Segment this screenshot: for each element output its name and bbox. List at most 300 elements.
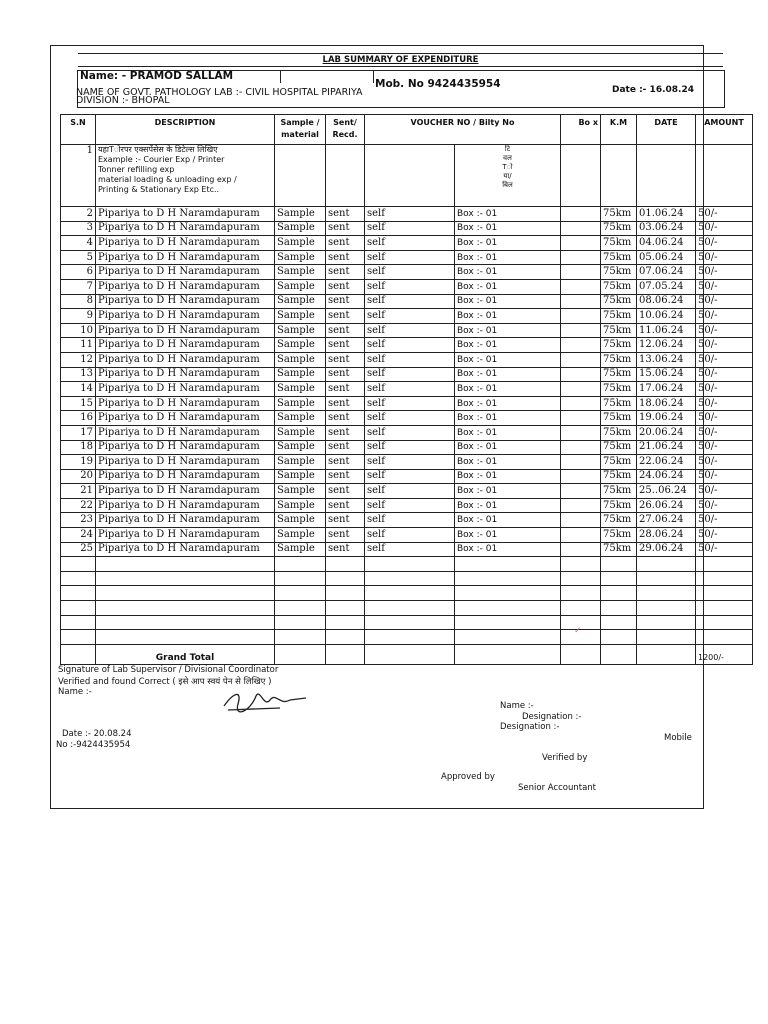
row-voucher: self	[365, 250, 455, 265]
row-sample: Sample	[275, 469, 326, 484]
row-extra	[561, 411, 601, 426]
row-box: Box :- 01	[455, 411, 561, 426]
row-description: Pipariya to D H Naramdapuram	[96, 411, 275, 426]
empty-cell	[365, 601, 455, 616]
empty-cell	[696, 557, 753, 572]
row-extra	[561, 265, 601, 280]
empty-row	[61, 615, 753, 630]
row-sample: Sample	[275, 265, 326, 280]
row-extra	[561, 513, 601, 528]
verified-by-label: Verified by	[542, 753, 588, 763]
row-voucher: self	[365, 309, 455, 324]
row-description: Pipariya to D H Naramdapuram	[96, 440, 275, 455]
row-extra	[561, 440, 601, 455]
row-description: Pipariya to D H Naramdapuram	[96, 425, 275, 440]
empty-cell	[637, 615, 696, 630]
row-extra	[561, 338, 601, 353]
row-amount: 50/-	[696, 528, 753, 543]
row-date: 05.06.24	[637, 250, 696, 265]
row-box: Box :- 01	[455, 323, 561, 338]
description-line: Tonner refilling exp	[98, 165, 175, 174]
row-voucher: self	[365, 279, 455, 294]
row-date: 19.06.24	[637, 411, 696, 426]
row-sent: sent	[326, 338, 365, 353]
empty-cell	[601, 630, 637, 645]
row-sent: sent	[326, 411, 365, 426]
row-sn: 12	[61, 352, 96, 367]
row-km: 75km	[601, 352, 637, 367]
header-date: Date :- 16.08.24	[612, 85, 694, 95]
row-km: 75km	[601, 411, 637, 426]
designation-label-2: Designation :-	[500, 722, 560, 732]
empty-cell	[455, 615, 561, 630]
row-description: Pipariya to D H Naramdapuram	[96, 265, 275, 280]
empty-cell	[326, 586, 365, 601]
row-km: 75km	[601, 469, 637, 484]
row-sample: Sample	[275, 236, 326, 251]
row-box: Box :- 01	[455, 338, 561, 353]
empty-cell	[455, 601, 561, 616]
row-box: Box :- 01	[455, 250, 561, 265]
empty-cell	[365, 557, 455, 572]
row-box	[455, 145, 561, 207]
row-km: 75km	[601, 207, 637, 222]
row-amount: 50/-	[696, 382, 753, 397]
row-amount: 50/-	[696, 498, 753, 513]
table-row	[61, 440, 753, 455]
row-amount: 50/-	[696, 207, 753, 222]
empty-cell	[455, 557, 561, 572]
description-line: यहाTोरपर एक्सपेंसेस के डिटेल्स लिखिए	[98, 145, 218, 154]
right-name-label: Name :-	[500, 701, 534, 711]
row-sn: 18	[61, 440, 96, 455]
empty-cell	[275, 571, 326, 586]
empty-cell	[696, 586, 753, 601]
col-box: Bo x	[561, 115, 601, 145]
row-sn: 20	[61, 469, 96, 484]
row-km: 75km	[601, 338, 637, 353]
empty-cell	[561, 586, 601, 601]
table-row	[61, 528, 753, 543]
row-date: 17.06.24	[637, 382, 696, 397]
row-box: Box :- 01	[455, 207, 561, 222]
row-date: 28.06.24	[637, 528, 696, 543]
row-sent: sent	[326, 455, 365, 470]
empty-cell	[96, 601, 275, 616]
row-description: Pipariya to D H Naramdapuram	[96, 367, 275, 382]
row-box: Box :- 01	[455, 221, 561, 236]
empty-cell	[637, 571, 696, 586]
empty-cell	[275, 615, 326, 630]
row-amount: 50/-	[696, 265, 753, 280]
row-date: 21.06.24	[637, 440, 696, 455]
empty-cell	[96, 615, 275, 630]
row-extra	[561, 542, 601, 557]
col-sent-recd: Sent/ Recd.	[326, 115, 365, 145]
row-extra	[561, 279, 601, 294]
row-km: 75km	[601, 425, 637, 440]
row-sample: Sample	[275, 367, 326, 382]
row-sample: Sample	[275, 440, 326, 455]
row-km: 75km	[601, 236, 637, 251]
row-voucher: self	[365, 528, 455, 543]
row-extra	[561, 367, 601, 382]
row-sample: Sample	[275, 396, 326, 411]
row-description: Pipariya to D H Naramdapuram	[96, 498, 275, 513]
row-description: Pipariya to D H Naramdapuram	[96, 528, 275, 543]
row-extra	[561, 455, 601, 470]
row-box: Box :- 01	[455, 236, 561, 251]
row-sn: 2	[61, 207, 96, 222]
employee-name: Name: - PRAMOD SALLAM	[80, 70, 234, 82]
row-date	[637, 145, 696, 207]
mobile-label: Mobile	[664, 733, 692, 743]
empty-cell	[96, 630, 275, 645]
row-km: 75km	[601, 528, 637, 543]
row-box: Box :- 01	[455, 309, 561, 324]
row-sn: 15	[61, 396, 96, 411]
row-extra	[561, 469, 601, 484]
row-sample: Sample	[275, 309, 326, 324]
row-voucher: self	[365, 207, 455, 222]
empty-cell	[637, 586, 696, 601]
row-box: Box :- 01	[455, 484, 561, 499]
check-mark: ✓	[574, 626, 582, 636]
table-row	[61, 425, 753, 440]
row-date: 12.06.24	[637, 338, 696, 353]
row-sample: Sample	[275, 323, 326, 338]
empty-row	[61, 571, 753, 586]
row-sn: 24	[61, 528, 96, 543]
row-amount: 50/-	[696, 455, 753, 470]
row-sample: Sample	[275, 455, 326, 470]
table-row	[61, 542, 753, 557]
row-sample: Sample	[275, 294, 326, 309]
row-description: Pipariya to D H Naramdapuram	[96, 323, 275, 338]
empty-cell	[326, 557, 365, 572]
row-description: Pipariya to D H Naramdapuram	[96, 294, 275, 309]
row-amount: 50/-	[696, 250, 753, 265]
row-sn: 11	[61, 338, 96, 353]
table-row	[61, 484, 753, 499]
empty-cell	[61, 571, 96, 586]
row-km: 75km	[601, 309, 637, 324]
left-name-label: Name :-	[58, 687, 92, 697]
row-sn: 22	[61, 498, 96, 513]
empty-row	[61, 557, 753, 572]
row-sent: sent	[326, 425, 365, 440]
mobile-number: Mob. No 9424435954	[375, 78, 501, 90]
empty-cell	[455, 586, 561, 601]
row-sample: Sample	[275, 382, 326, 397]
col-amount: AMOUNT	[696, 115, 753, 145]
empty-cell	[561, 601, 601, 616]
row-sent: sent	[326, 528, 365, 543]
row-sample	[275, 145, 326, 207]
row-sent: sent	[326, 396, 365, 411]
table-row	[61, 469, 753, 484]
empty-cell	[326, 601, 365, 616]
row-sent: sent	[326, 323, 365, 338]
row-description: Pipariya to D H Naramdapuram	[96, 309, 275, 324]
row-amount: 50/-	[696, 323, 753, 338]
table-row	[61, 396, 753, 411]
row-sent: sent	[326, 352, 365, 367]
row-date: 25..06.24	[637, 484, 696, 499]
empty-row	[61, 601, 753, 616]
row-box: Box :- 01	[455, 382, 561, 397]
row-voucher: self	[365, 382, 455, 397]
col-description: DESCRIPTION	[96, 115, 275, 145]
empty-cell	[601, 601, 637, 616]
row-sent: sent	[326, 207, 365, 222]
table-row	[61, 338, 753, 353]
col-km: K.M	[601, 115, 637, 145]
row-km: 75km	[601, 396, 637, 411]
row-sample: Sample	[275, 221, 326, 236]
row-amount	[696, 145, 753, 207]
empty-cell	[455, 571, 561, 586]
row-voucher: self	[365, 236, 455, 251]
empty-cell	[61, 601, 96, 616]
row-description: Pipariya to D H Naramdapuram	[96, 382, 275, 397]
row-km: 75km	[601, 542, 637, 557]
row-sent: sent	[326, 498, 365, 513]
empty-cell	[61, 615, 96, 630]
row-km: 75km	[601, 513, 637, 528]
empty-cell	[696, 601, 753, 616]
row-description: Pipariya to D H Naramdapuram	[96, 396, 275, 411]
row-sent: sent	[326, 513, 365, 528]
row-voucher: self	[365, 513, 455, 528]
row-extra	[561, 236, 601, 251]
row-voucher: self	[365, 265, 455, 280]
row-sent: sent	[326, 279, 365, 294]
row-sn: 17	[61, 425, 96, 440]
empty-cell	[96, 557, 275, 572]
row-amount: 50/-	[696, 338, 753, 353]
row-sent: sent	[326, 265, 365, 280]
row-sn: 13	[61, 367, 96, 382]
row-sn: 16	[61, 411, 96, 426]
left-number: No :-9424435954	[56, 740, 131, 750]
row-description: Pipariya to D H Naramdapuram	[96, 207, 275, 222]
table-row	[61, 294, 753, 309]
row-sent: sent	[326, 542, 365, 557]
row-voucher: self	[365, 396, 455, 411]
row-sent: sent	[326, 367, 365, 382]
row-date: 10.06.24	[637, 309, 696, 324]
row-box: Box :- 01	[455, 440, 561, 455]
row-km	[601, 145, 637, 207]
row-sent: sent	[326, 382, 365, 397]
row-sn: 10	[61, 323, 96, 338]
row-km: 75km	[601, 294, 637, 309]
row-sn: 1	[61, 145, 96, 207]
row-sent: sent	[326, 294, 365, 309]
row-amount: 50/-	[696, 367, 753, 382]
grand-total-blank	[61, 644, 96, 664]
box-hindi-line: बिल	[502, 181, 513, 189]
empty-cell	[696, 630, 753, 645]
row-date: 22.06.24	[637, 455, 696, 470]
grand-total-label: Grand Total	[96, 644, 275, 664]
empty-cell	[275, 557, 326, 572]
empty-cell	[561, 571, 601, 586]
row-box: Box :- 01	[455, 367, 561, 382]
row-box: Box :- 01	[455, 265, 561, 280]
empty-cell	[326, 630, 365, 645]
empty-cell	[637, 557, 696, 572]
row-amount: 50/-	[696, 513, 753, 528]
empty-cell	[326, 615, 365, 630]
empty-cell	[696, 571, 753, 586]
empty-cell	[61, 630, 96, 645]
sheet-title: LAB SUMMARY OF EXPENDITURE	[78, 53, 723, 67]
row-date: 24.06.24	[637, 469, 696, 484]
table-row	[61, 411, 753, 426]
row-sent: sent	[326, 236, 365, 251]
row-extra	[561, 484, 601, 499]
row-date: 01.06.24	[637, 207, 696, 222]
row-sample: Sample	[275, 352, 326, 367]
table-row	[61, 498, 753, 513]
col-voucher: VOUCHER NO / Bilty No	[365, 115, 561, 145]
row-sn: 21	[61, 484, 96, 499]
signature-icon	[220, 686, 310, 716]
empty-cell	[696, 615, 753, 630]
empty-cell	[275, 586, 326, 601]
col-date: DATE	[637, 115, 696, 145]
empty-cell	[61, 557, 96, 572]
row-extra	[561, 309, 601, 324]
row-km: 75km	[601, 455, 637, 470]
box-hindi-line: या/	[503, 172, 512, 180]
row-sent: sent	[326, 309, 365, 324]
row-date: 18.06.24	[637, 396, 696, 411]
row-amount: 50/-	[696, 411, 753, 426]
row-box: Box :- 01	[455, 352, 561, 367]
row-sn: 9	[61, 309, 96, 324]
row-extra	[561, 352, 601, 367]
row-box: Box :- 01	[455, 542, 561, 557]
row-description: Pipariya to D H Naramdapuram	[96, 484, 275, 499]
row-extra	[561, 425, 601, 440]
row-amount: 50/-	[696, 294, 753, 309]
row-sent: sent	[326, 250, 365, 265]
empty-cell	[365, 615, 455, 630]
row-sample: Sample	[275, 542, 326, 557]
row-sn: 8	[61, 294, 96, 309]
table-row	[61, 455, 753, 470]
empty-cell	[637, 630, 696, 645]
row-sn: 25	[61, 542, 96, 557]
row-description: Pipariya to D H Naramdapuram	[96, 250, 275, 265]
row-description: Pipariya to D H Naramdapuram	[96, 221, 275, 236]
row-voucher: self	[365, 425, 455, 440]
approved-by-label: Approved by	[441, 772, 495, 782]
row-sample: Sample	[275, 425, 326, 440]
row-extra	[561, 323, 601, 338]
table-row	[61, 352, 753, 367]
row-km: 75km	[601, 221, 637, 236]
row-km: 75km	[601, 250, 637, 265]
table-row	[61, 207, 753, 222]
empty-cell	[365, 571, 455, 586]
row-description: Pipariya to D H Naramdapuram	[96, 542, 275, 557]
row-date: 11.06.24	[637, 323, 696, 338]
row-voucher: self	[365, 221, 455, 236]
row-sample: Sample	[275, 411, 326, 426]
row-voucher	[365, 145, 455, 207]
row-km: 75km	[601, 323, 637, 338]
row-km: 75km	[601, 367, 637, 382]
col-sn: S.N	[61, 115, 96, 145]
table-row	[61, 279, 753, 294]
row-amount: 50/-	[696, 440, 753, 455]
row-date: 20.06.24	[637, 425, 696, 440]
row-km: 75km	[601, 498, 637, 513]
left-date: Date :- 20.08.24	[62, 729, 132, 739]
row-extra	[561, 145, 601, 207]
row-voucher: self	[365, 338, 455, 353]
row-extra	[561, 221, 601, 236]
row-amount: 50/-	[696, 236, 753, 251]
table-row	[61, 309, 753, 324]
row-box: Box :- 01	[455, 455, 561, 470]
row-voucher: self	[365, 498, 455, 513]
verified-label: Verified and found Correct ( इसे आप स्वयं पेन से लिखिए )	[58, 677, 272, 687]
row-box: Box :- 01	[455, 396, 561, 411]
row-date: 15.06.24	[637, 367, 696, 382]
empty-cell	[365, 586, 455, 601]
row-sent	[326, 145, 365, 207]
row-date: 07.05.24	[637, 279, 696, 294]
row-km: 75km	[601, 265, 637, 280]
row-amount: 50/-	[696, 221, 753, 236]
row-extra	[561, 294, 601, 309]
grand-total-value: 1200/-	[696, 644, 753, 664]
row-sample: Sample	[275, 338, 326, 353]
row-date: 13.06.24	[637, 352, 696, 367]
row-sample: Sample	[275, 279, 326, 294]
empty-cell	[601, 571, 637, 586]
empty-row	[61, 630, 753, 645]
row-sample: Sample	[275, 484, 326, 499]
row-km: 75km	[601, 279, 637, 294]
empty-cell	[601, 615, 637, 630]
row-voucher: self	[365, 484, 455, 499]
col-sample-material: Sample / material	[275, 115, 326, 145]
row-extra	[561, 382, 601, 397]
box-hindi-line: टि	[504, 145, 511, 153]
table-row	[61, 323, 753, 338]
empty-cell	[365, 630, 455, 645]
table-row	[61, 382, 753, 397]
row-amount: 50/-	[696, 425, 753, 440]
row-km: 75km	[601, 440, 637, 455]
row-box: Box :- 01	[455, 498, 561, 513]
senior-accountant-label: Senior Accountant	[518, 783, 597, 793]
empty-cell	[326, 571, 365, 586]
row-sn: 14	[61, 382, 96, 397]
description-line: Example :- Courier Exp / Printer	[98, 155, 225, 164]
row-description: Pipariya to D H Naramdapuram	[96, 338, 275, 353]
table-row	[61, 145, 753, 207]
empty-cell	[61, 586, 96, 601]
empty-cell	[601, 557, 637, 572]
row-box: Box :- 01	[455, 528, 561, 543]
